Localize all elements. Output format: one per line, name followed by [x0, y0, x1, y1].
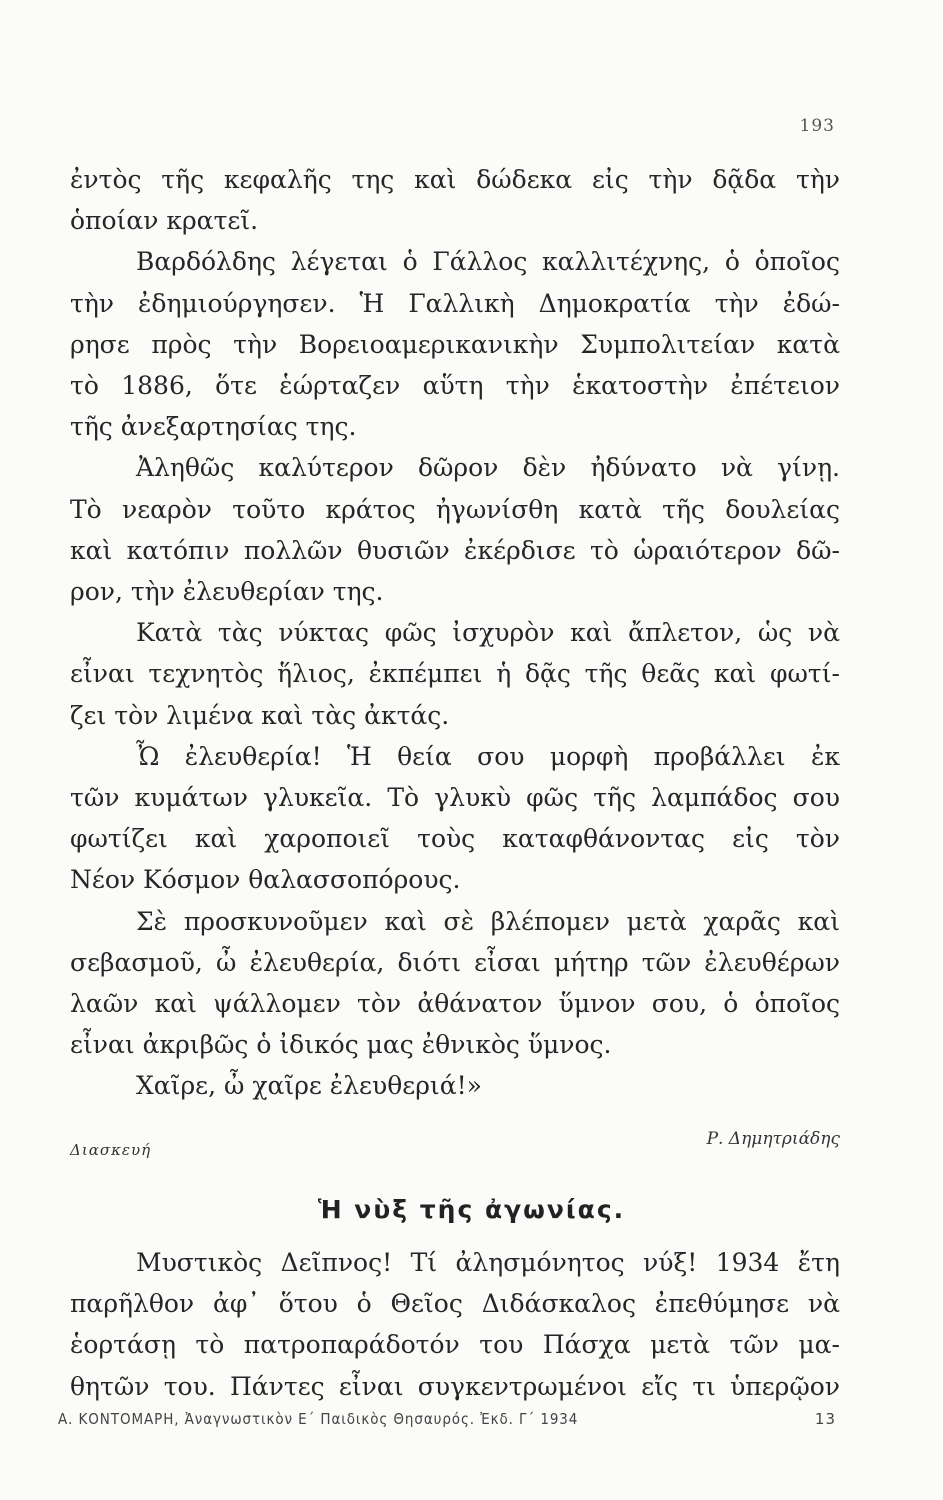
attribution — [70, 1129, 840, 1165]
footer-publication-info: Α. ΚΟΝΤΟΜΑΡΗ, Ἀναγνωστικὸν Ε΄ Παιδικὸς Θησαυρός. Ἐκδ. Γ΄ 1934 — [58, 1410, 579, 1428]
text-line: σεβασμοῦ, ὦ ἐλευθερία, διότι εἶσαι μήτηρ τῶν ἐλευθέρων — [70, 947, 840, 977]
text-line: ρησε πρὸς τὴν Βορειοαμερικανικὴν Συμπολιτείαν κατὰ — [70, 329, 840, 359]
text-line: θητῶν του. Πάντες εἶναι συγκεντρωμένοι εἴς τι ὑπερῷον — [70, 1371, 840, 1401]
attribution-author: Ρ. Δημητριάδης — [706, 1129, 840, 1149]
text-line: Χαῖρε, ὦ χαῖρε ἐλευθεριά!» — [136, 1071, 482, 1101]
text-line: τῶν κυμάτων γλυκεῖα. Τὸ γλυκὺ φῶς τῆς λαμπάδος σου — [70, 783, 840, 812]
text-line: ἐντὸς τῆς κεφαλῆς της καὶ δώδεκα εἰς τὴν δᾷδα τὴν — [70, 165, 840, 194]
text-line: Μυστικὸς Δεῖπνος! Τί ἀλησμόνητος νύξ! 1934 ἔτη — [136, 1248, 840, 1277]
text-line: καὶ κατόπιν πολλῶν θυσιῶν ἐκέρδισε τὸ ὡραιότερον δῶ- — [70, 535, 840, 565]
text-line: Ἀληθῶς καλύτερον δῶρον δὲν ἠδύνατο νὰ γίνῃ. — [136, 453, 840, 483]
text-line: Ὦ ἐλευθερία! Ἡ θεία σου μορφὴ προβάλλει ἐκ — [136, 741, 840, 771]
text-line: Νέον Κόσμον θαλασσοπόρους. — [70, 865, 461, 895]
text-line: ὁποίαν κρατεῖ. — [70, 206, 259, 236]
text-line: Τὸ νεαρὸν τοῦτο κράτος ἠγωνίσθη κατὰ τῆς δουλείας — [70, 494, 840, 524]
text-line: τῆς ἀνεξαρτησίας της. — [70, 412, 357, 442]
text-line: Βαρδόλδης λέγεται ὁ Γάλλος καλλιτέχνης, ὁ ὁποῖος — [136, 247, 840, 277]
text-line: Σὲ προσκυνοῦμεν καὶ σὲ βλέπομεν μετὰ χαρᾶς καὶ — [136, 906, 840, 936]
text-line: Κατὰ τὰς νύκτας φῶς ἰσχυρὸν καὶ ἄπλετον, ὡς νὰ — [136, 618, 840, 648]
attribution-adaptation: Διασκευή — [70, 1141, 152, 1159]
section-title: Ἡ νὺξ τῆς ἀγωνίας. — [317, 1195, 626, 1224]
text-line: εἶναι τεχνητὸς ἥλιος, ἐκπέμπει ἡ δᾷς τῆς θεᾶς καὶ φωτί- — [70, 659, 840, 689]
text-line: εἶναι ἀκριβῶς ὁ ἰδικός μας ἐθνικὸς ὕμνος. — [70, 1030, 612, 1060]
page-number: 193 — [799, 116, 835, 136]
text-line: ἑορτάσῃ τὸ πατροπαράδοτόν του Πάσχα μετὰ τῶν μα- — [70, 1330, 840, 1360]
text-line: λαῶν καὶ ψάλλομεν τὸν ἀθάνατον ὕμνον σου, ὁ ὁποῖος — [70, 989, 840, 1018]
text-line: τὴν ἐδημιούργησεν. Ἡ Γαλλικὴ Δημοκρατία τὴν ἐδώ- — [70, 288, 840, 318]
text-line: ζει τὸν λιμένα καὶ τὰς ἀκτάς. — [70, 700, 450, 730]
text-line: τὸ 1886, ὅτε ἑώρταζεν αὕτη τὴν ἑκατοστὴν ἐπέτειον — [70, 371, 840, 400]
footer-signature-number: 13 — [814, 1410, 836, 1428]
text-line: ρον, τὴν ἐλευθερίαν της. — [70, 577, 384, 606]
text-line: παρῆλθον ἀφ᾿ ὅτου ὁ Θεῖος Διδάσκαλος ἐπεθύμησε νὰ — [70, 1289, 840, 1319]
text-line: φωτίζει καὶ χαροποιεῖ τοὺς καταφθάνοντας εἰς τὸν — [70, 824, 840, 854]
